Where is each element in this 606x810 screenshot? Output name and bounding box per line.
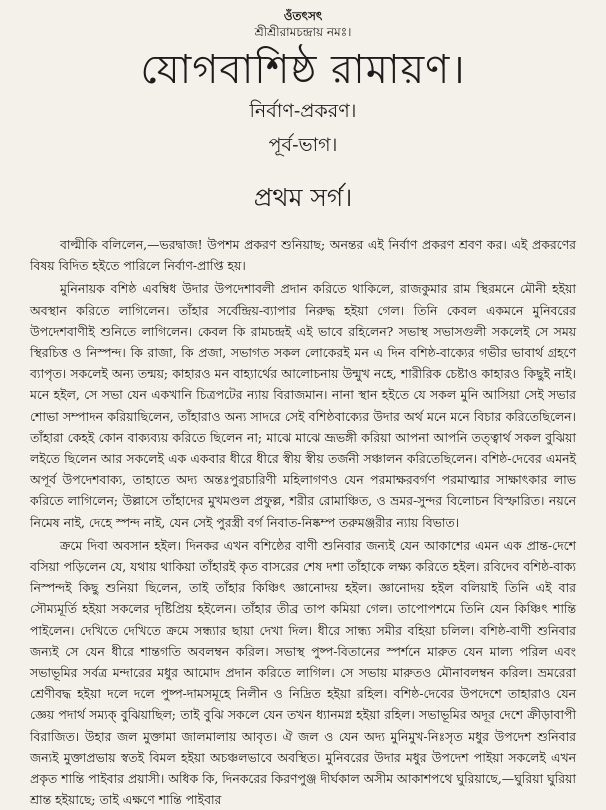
paragraph: মুনিনায়ক বশিষ্ঠ এবম্বিধ উদার উপদেশাবলী প্রদান করিতে থাকিলে, রাজকুমার রাম স্থিরমনে মৌনী হইয়া অবস্থান করিতে লাগিলেন। তাঁহার সর্বেন্দ্রিয়-ব্যাপার নিরুদ্ধ হইয়া গেল। তিনি কেবল একমনে মুনিবরের উপদেশবাণীই শুনিতে লাগিলেন। কেবল কি রামচন্দ্রই এই ভাবে রহিলেন? সভাস্থ সভাসগুলী সকলেই সে সময় স্থিরচিত্ত ও নিস্পন্দ। কি রাজা, কি প্রজা, সভাগত সকল লোকেরই মন এ দিন বশিষ্ঠ-বাক্যের গভীর ভাবার্থ গ্রহণে ব্যাপৃত। সকলেই অন্য তন্ময়; কাহারও মন বাহ্যার্থের আলোচনায় উন্মুখ নহে, শারীরিক চেষ্টাও কাহারও কিছুই নাই। মনে হইল, সে সভা যেন একখানি চিত্রপটের ন্যায় বিরাজমান। নানা স্থান হইতে যে সকল মুনি আসিয়া সেই সভার শোভা সম্পাদন করিয়াছিলেন, তাঁহারাও অন্য সাদরে সেই বশিষ্ঠবাক্যের উদার অর্থ মনে মনে বিচার করিতেছিলেন। তাঁহারা কেহই কোন বাক্যব্যয় করিতে ছিলেন না; মাঝে মাঝে ভ্রূভঙ্গী করিয়া আপনা আপনি তত্ত্বার্থ সকল বুঝিয়া লইতে ছিলেন আর সকলেই এক একবার ধীরে ধীরে স্বীয় স্বীয় তর্জনী সঞ্চালন করিতেছিলেন। বশিষ্ঠ-দেবের এমনই অপূর্ব উপদেশবাক্য, তাহাতে অদ্য অন্তঃপুরচারিণী মহিলাগণও যেন পরমাক্ষরবর্গণ পরমাত্মার সাক্ষাৎকার লাভ করিতে লাগিলেন; উল্লাসে তাঁহাদের মুখমণ্ডল প্রফুল্ল, শরীর রোমাঞ্চিত, ও ভ্রমর-সুন্দর বিলোচন বিস্ফারিত। নয়নে নিমেষ নাই, দেহে স্পন্দ নাই, যেন সেই পুরস্ত্রী বর্গ নিবাত-নিষ্কম্প তরুমঞ্জরীর ন্যায় বিভাত। [30, 281, 576, 530]
paragraph: ক্রমে দিবা অবসান হইল। দিনকর এখন বশিষ্ঠের বাণী শুনিবার জন্যই যেন আকাশের এমন এক প্রান্ত-দেশে বসিয়া পড়িলেন যে, যথায় থাকিয়া তাঁহারই কৃত বাসরের শেষ দশা তাঁহাকে লক্ষ্য করিতে হইল। রবিদেব বশিষ্ঠ-বাক্য নিস্পন্দই কিছু শুনিয়া ছিলেন, তাই তাঁহার কিঞ্চিৎ জ্ঞানোদয় হইল। জ্ঞানোদয় হইল বলিয়াই তিনি এই বার সৌম্যমূর্তি হইয়া সকলের দৃষ্টিপ্রিয় হইলেন। তাঁহার তীব্র তাপ কমিয়া গেল। তাপোপশমে তিনি যেন কিঞ্চিৎ শান্তি পাইলেন। দেখিতে দেখিতে ক্রমে সন্ধ্যার ছায়া দেখা দিল। ধীরে সান্ধ্য সমীর বহিয়া চলিল। বশিষ্ঠ-বাণী শুনিবার জন্যই সে যেন ধীরে শান্তগতি অবলম্বন করিল। সভাস্থ পুষ্প-বিতানের স্পর্শনে মারুত যেন মাল্য পরিল এবং সভাভূমির সর্বত্র মন্দারের মধুর আমোদ প্রদান করিতে লাগিল। সে সভায় মারুতও মৌনাবলম্বন করিল। ভ্রমরেরা শ্রেণীবদ্ধ হইয়া দলে দলে পুষ্প-দামসমূহে নিলীন ও নিদ্রিত হইয়া রহিল। বশিষ্ঠ-দেবের উপদেশে তাহারাও যেন জ্ঞেয় পদার্থ সম্যক্ বুঝিয়াছিল; তাই বুঝি সকলে যেন তখন ধ্যানমগ্ন হইয়া রহিল। সভাভূমির অদূর দেশে ক্রীড়াবাপী বিরাজিত। উহার জল মুক্তামা জালমালায় আবৃত। ঐ জল ও যেন অদ্য মুনিমুখ-নিঃসৃত মধুর উপদেশ শুনিবার জন্যই মুক্তাপ্রভায় স্বতই বিমল হইয়া অচঞ্চলভাবে অবস্থিত। মুনিবরের উদার মধুর উপদেশ পাইয়া সকলেই এখন প্রকৃত শান্তি পাইবার প্রয়াসী। অধিক কি, দিনকরের কিরণপুঞ্জ দীর্ঘকাল অসীম আকাশপথে ঘুরিয়াছে,—ঘুরিয়া ঘুরিয়া শ্রান্ত হইয়াছে; তাই এক্ষণে শান্তি পাইবার [30, 537, 576, 808]
section-heading: পূর্ব-ভাগ। [268, 134, 338, 156]
body-text [30, 234, 576, 810]
invocation-line: ওঁতৎসৎ [283, 9, 323, 23]
part-heading: নির্বাণ-প্রকরণ। [249, 100, 357, 122]
subinvocation-line: শ্রীশ্রীরামচন্দ্রায় নমঃ। [254, 25, 352, 39]
book-title: যোগবাশিষ্ঠ রামায়ণ। [140, 47, 466, 93]
chapter-heading: প্রথম সর্গ। [253, 183, 353, 212]
paragraph: বাল্মীকি বলিলেন,—ভরদ্বাজ! উপশম প্রকরণ শুনিয়াছ; অনন্তর এই নির্বাণ প্রকরণ শ্রবণ কর। এই প্রকরণের বিষয় বিদিত হইতে পারিলে নির্বাণ-প্রাপ্তি হয়। [30, 237, 576, 274]
